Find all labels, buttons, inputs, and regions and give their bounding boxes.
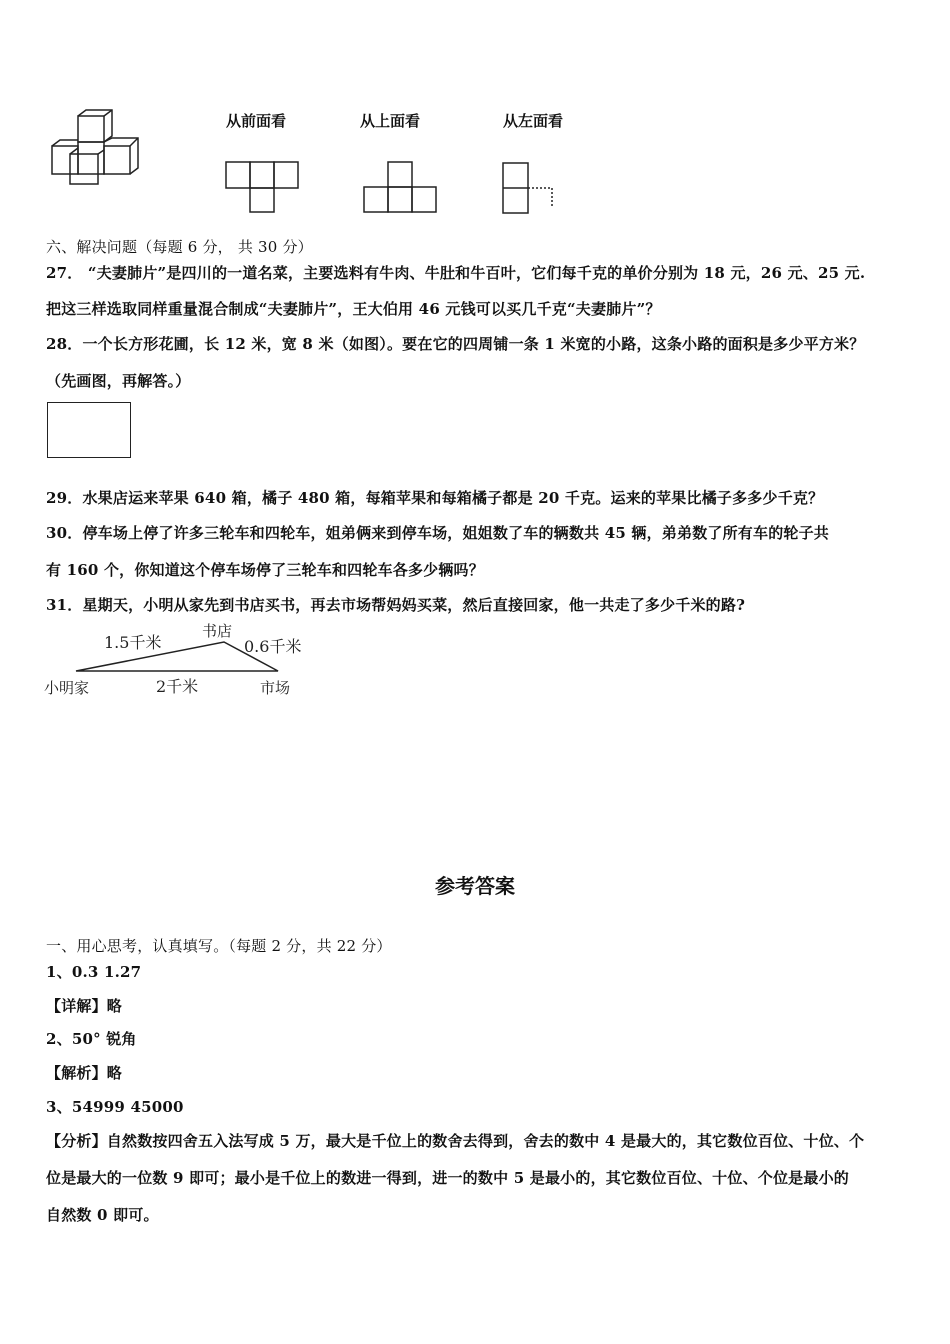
left-view-label: 从左面看	[503, 112, 564, 130]
cube-stack-figure	[48, 108, 153, 188]
front-view-label: 从前面看	[226, 112, 287, 130]
label-market: 市场	[260, 679, 291, 697]
section6-heading: 六、解决问题（每题 6 分， 共 30 分）	[46, 238, 313, 256]
label-bookstore: 书店	[202, 622, 233, 640]
label-home-market-distance: 2千米	[156, 677, 199, 696]
q30-line2: 有 160 个，你知道这个停车场停了三轮车和四轮车各多少辆吗？	[46, 561, 484, 579]
label-store-market-distance: 0.6千米	[244, 637, 302, 656]
q27-line1: 27． “夫妻肺片”是四川的一道名菜，主要选料有牛肉、牛肚和牛百叶，它们每千克的单价分别为 18 元，26 元、25 元.	[46, 264, 866, 282]
q28-line2: （先画图，再解答。）	[46, 372, 191, 390]
answer-3-analysis-line2: 位是最大的一位数 9 即可；最小是千位上的数进一得到，进一的数中 5 是最小的，其它数位百位、十位、个位是最小的	[46, 1169, 849, 1187]
answer-3: 3、54999 45000	[46, 1098, 184, 1116]
q30-line1: 30．停车场上停了许多三轮车和四轮车，姐弟俩来到停车场，姐姐数了车的辆数共 45 辆，弟弟数了所有车的轮子共	[46, 524, 829, 542]
q28-line1: 28．一个长方形花圃，长 12 米，宽 8 米（如图）。要在它的四周铺一条 1 米宽的小路，这条小路的面积是多少平方米？	[46, 335, 865, 353]
label-home: 小明家	[44, 679, 90, 697]
answers-section1: 一、用心思考，认真填写。（每题 2 分，共 22 分）	[46, 937, 392, 955]
q31-line1: 31．星期天，小明从家先到书店买书，再去市场帮妈妈买菜，然后直接回家，他一共走了多少千米的路?	[46, 596, 746, 614]
label-home-store-distance: 1.5千米	[104, 633, 162, 652]
answer-1: 1、0.3 1.27	[46, 963, 142, 981]
q29-line1: 29．水果店运来苹果 640 箱，橘子 480 箱，每箱苹果和每箱橘子都是 20 千克。运来的苹果比橘子多多少千克？	[46, 489, 824, 507]
answer-2-note: 【解析】略	[46, 1064, 123, 1082]
answer-3-analysis-line1: 【分析】自然数按四舍五入法写成 5 万，最大是千位上的数舍去得到，舍去的数中 4 是最大的，其它数位百位、十位、个	[46, 1132, 865, 1150]
left-view-figure	[500, 160, 556, 216]
garden-rectangle-figure	[47, 402, 131, 458]
answers-title: 参考答案	[435, 874, 515, 898]
answer-2: 2、50° 锐角	[46, 1030, 137, 1048]
answer-1-note: 【详解】略	[46, 997, 123, 1015]
front-view-figure	[224, 160, 300, 214]
top-view-figure	[362, 160, 440, 214]
top-view-label: 从上面看	[360, 112, 421, 130]
route-triangle-diagram	[40, 618, 330, 700]
answer-3-analysis-line3: 自然数 0 即可。	[46, 1206, 159, 1224]
q27-line2: 把这三样选取同样重量混合制成“夫妻肺片”，王大伯用 46 元钱可以买几千克“夫妻肺片”？	[46, 300, 661, 318]
